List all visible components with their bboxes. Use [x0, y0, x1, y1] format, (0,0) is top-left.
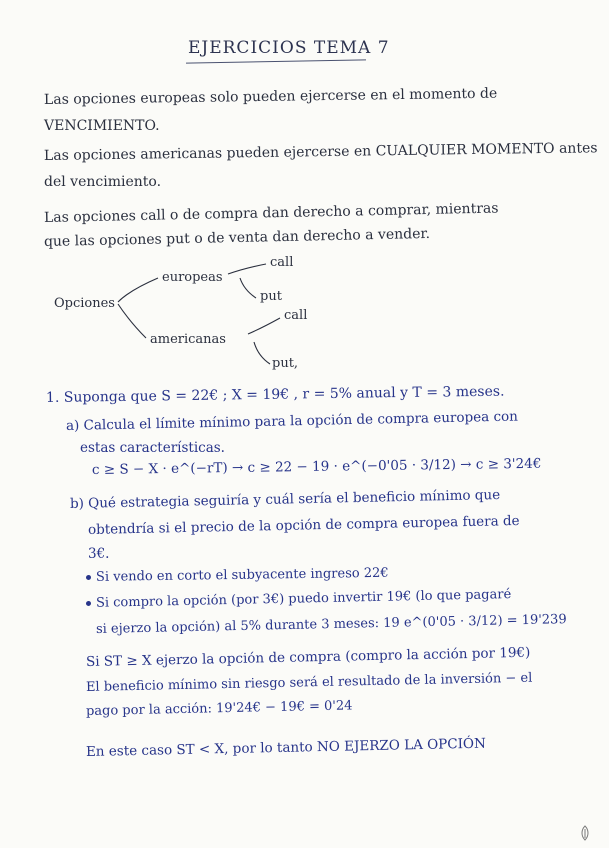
intro-line-1: Las opciones europeas solo pueden ejercerse en el momento de [43, 85, 498, 108]
part-b-line-3: 3€. [88, 546, 110, 562]
intro-line-5: Las opciones call o de compra dan derecho a comprar, mientras [43, 200, 499, 226]
tree-americanas-label: americanas [150, 332, 226, 347]
branch-put-2 [254, 342, 270, 364]
page-title: EJERCICIOS TEMA 7 [188, 38, 390, 58]
corner-mark-icon [578, 824, 592, 842]
branch-call-2 [248, 318, 280, 334]
branch-americanas [118, 304, 146, 338]
bullet-dot [86, 575, 91, 580]
branch-europeas [118, 278, 158, 302]
bullet-2-text: Si compro la opción (por 3€) puedo invertir 19€ (lo que pagaré [95, 587, 512, 611]
part-a-formula: c ≥ S − X · e^(−rT) → c ≥ 22 − 19 · e^(−0'05 · 3/12) → c ≥ 3'24€ [91, 455, 542, 478]
part-b-line-1: b) Qué estrategia seguiría y cuál sería el beneficio mínimo que [69, 486, 501, 512]
intro-line-3: Las opciones americanas pueden ejercerse en CUALQUIER MOMENTO antes [43, 140, 598, 164]
tree-europeas-label: europeas [162, 270, 223, 285]
part-b-line-2: obtendría si el precio de la opción de compra europea fuera de [87, 512, 520, 538]
final-conclusion: En este caso ST < X, por lo tanto NO EJERZO LA OPCIÓN [85, 735, 487, 760]
part-a-line-1: a) Calcula el límite mínimo para la opción de compra europea con [65, 408, 519, 434]
branch-put-1 [240, 278, 256, 298]
tree-call-2-label: call [284, 308, 308, 323]
part-a-line-2: estas características. [80, 440, 225, 456]
intro-line-4: del vencimiento. [44, 174, 162, 190]
benefit-line-1: El beneficio mínimo sin riesgo será el resultado de la inversión − el [85, 670, 533, 695]
exercise-condition-line: Si ST ≥ X ejerzo la opción de compra (compro la acción por 19€) [85, 644, 531, 670]
exercise-statement: 1. Suponga que S = 22€ ; X = 19€ , r = 5% anual y T = 3 meses. [45, 383, 505, 406]
intro-line-2: VENCIMIENTO. [44, 118, 160, 134]
branch-call-1 [228, 264, 266, 274]
tree-put-1-label: put [260, 289, 282, 304]
bullet-2-continued: si ejerzo la opción) al 5% durante 3 meses: 19 e^(0'05 · 3/12) = 19'239 [95, 612, 567, 637]
bullet-1-text: Si vendo en corto el subyacente ingreso 22€ [95, 565, 389, 585]
intro-line-6: que las opciones put o de venta dan derecho a vender. [43, 225, 431, 250]
tree-root-label: Opciones [54, 296, 115, 311]
bullet-dot [86, 601, 91, 606]
benefit-line-2: pago por la acción: 19'24€ − 19€ = 0'24 [85, 698, 353, 719]
tree-call-1-label: call [270, 255, 294, 270]
tree-put-2-label: put, [272, 356, 299, 371]
